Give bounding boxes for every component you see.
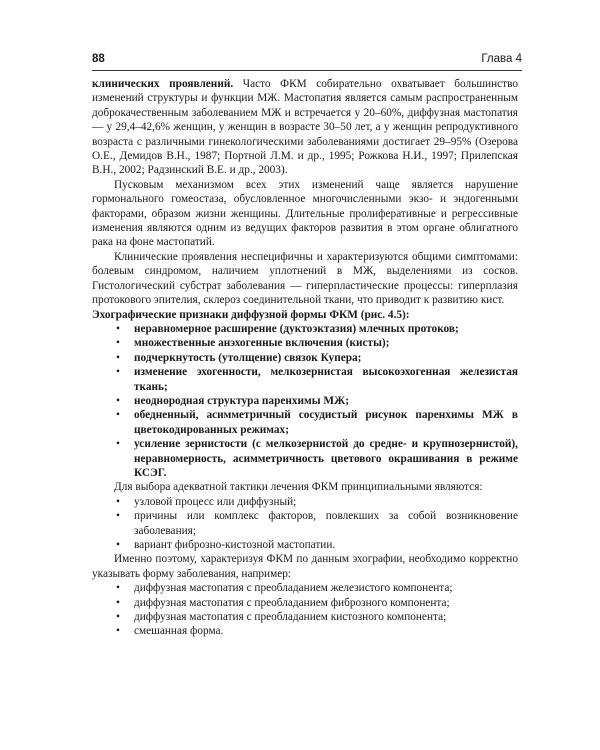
principles-list bbox=[92, 495, 518, 553]
header-rule bbox=[92, 70, 522, 71]
echo-sign-item bbox=[114, 394, 518, 408]
echo-sign-item-text: подчеркнутость (утолщение) связок Купера; bbox=[134, 351, 362, 364]
principle-item bbox=[114, 509, 518, 538]
echo-sign-item bbox=[114, 437, 518, 480]
paragraph-2: Пусковым механизмом всех этих изменений чаще является нарушение гормонального гомеостаза, обусловленное многочисленными экзо- и эндогенными факторами, образом жизни женщины. Длительные пролиферативные и регрессивные изменения являются одним из ведущих факторов развития в этом органе облигатного рака на фоне мастопатий. bbox=[92, 178, 518, 249]
echo-sign-item bbox=[114, 336, 518, 350]
principle-item bbox=[114, 495, 518, 509]
paragraph-1-lead: клинических проявлений. bbox=[92, 78, 234, 90]
forms-intro: Именно поэтому, характеризуя ФКМ по данным эхографии, необходимо корректно указывать форму заболевания, например: bbox=[92, 553, 518, 580]
echo-sign-item bbox=[114, 322, 518, 336]
principle-item-text: узловой процесс или диффузный; bbox=[134, 495, 297, 508]
bullet-marker: • bbox=[116, 495, 120, 508]
form-item-text: диффузная мастопатия с преобладанием железистого компонента; bbox=[134, 582, 453, 595]
echo-sign-item bbox=[114, 408, 518, 437]
bullet-marker: • bbox=[116, 351, 120, 364]
bullet-marker: • bbox=[116, 510, 120, 523]
echo-sign-item-text: усиление зернистости (с мелкозернистой до средне- и крупнозернистой), неравномерность, асимметричность цветового окрашивания в режиме КСЭГ. bbox=[134, 438, 518, 479]
bullet-marker: • bbox=[116, 539, 120, 551]
chapter-title: Глава 4 bbox=[481, 53, 522, 65]
bullet-marker: • bbox=[116, 611, 120, 624]
echo-sign-item-text: множественные анэхогенные включения (кисты); bbox=[134, 337, 390, 350]
paragraph-3: Клинические проявления неспецифичны и характеризуются общими симптомами: болевым синдромом, наличием уплотнений в МЖ, выделениями из сосков. Гистологический субстрат заболевания — гиперпластические процессы: гиперплазия протокового эпителия, склероз соединительной ткани, что приводит к развитию кист. bbox=[92, 250, 518, 307]
forms-list bbox=[92, 581, 518, 639]
form-item-text: смешанная форма. bbox=[134, 625, 224, 638]
echo-sign-item bbox=[114, 365, 518, 394]
paragraph-1 bbox=[92, 77, 518, 178]
echo-sign-item-text: неравномерное расширение (дуктоэктазия) млечных протоков; bbox=[134, 322, 459, 335]
echo-sign-item bbox=[114, 351, 518, 365]
bullet-marker: • bbox=[116, 337, 120, 350]
echo-signs-heading: Эхографические признаки диффузной формы ФКМ (рис. 4.5): bbox=[92, 308, 410, 321]
echo-sign-item-text: изменение эхогенности, мелкозернистая высокоэхогенная железистая ткань; bbox=[134, 366, 518, 393]
page-number: 88 bbox=[92, 53, 105, 65]
bullet-marker: • bbox=[116, 582, 120, 595]
bullet-marker: • bbox=[116, 596, 120, 609]
principles-intro: Для выбора адекватной тактики лечения ФКМ принципиальными являются: bbox=[114, 481, 483, 494]
form-item-text: диффузная мастопатия с преобладанием фиброзного компонента; bbox=[134, 596, 450, 609]
form-item bbox=[114, 581, 518, 595]
form-item bbox=[114, 596, 518, 610]
echo-sign-item-text: обедненный, асимметричный сосудистый рисунок паренхимы МЖ в цветокодированных режимах; bbox=[134, 409, 518, 436]
form-item bbox=[114, 624, 518, 638]
paragraph-1-text: Часто ФКМ собирательно охватывает большинство изменений структуры и функции МЖ. Мастопатия является самым распространенным доброкачественным заболеванием МЖ и встречается у 20–60%, диффузная мастопатия — у 29,4–42,6% женщин, у женщин в возрасте 30–50 лет, а у женщин репродуктивного возраста с различными гинекологическими заболеваниями достигает 29–95% (Озерова О.Е., Демидов В.Н., 1987; Портной Л.М. и др., 1995; Рожкова Н.И., 1997; Прилепская В.Н., 2002; Радзинский В.Е. и др., 2003). bbox=[92, 78, 518, 177]
running-header bbox=[92, 53, 522, 71]
bullet-marker: • bbox=[116, 438, 120, 451]
bullet-marker: • bbox=[116, 394, 120, 407]
bullet-marker: • bbox=[116, 625, 120, 638]
body-text bbox=[92, 77, 518, 639]
principle-item bbox=[114, 538, 518, 552]
echo-sign-item-text: неоднородная структура паренхимы МЖ; bbox=[134, 394, 349, 407]
form-item-text: диффузная мастопатия с преобладанием кистозного компонента; bbox=[134, 611, 447, 624]
echo-signs-list bbox=[92, 322, 518, 480]
bullet-marker: • bbox=[116, 409, 120, 422]
bullet-marker: • bbox=[116, 322, 120, 335]
principle-item-text: вариант фиброзно-кистозной мастопатии. bbox=[134, 539, 336, 551]
principle-item-text: причины или комплекс факторов, повлекших за собой возникновение заболевания; bbox=[134, 510, 518, 537]
bullet-marker: • bbox=[116, 366, 120, 379]
form-item bbox=[114, 610, 518, 624]
